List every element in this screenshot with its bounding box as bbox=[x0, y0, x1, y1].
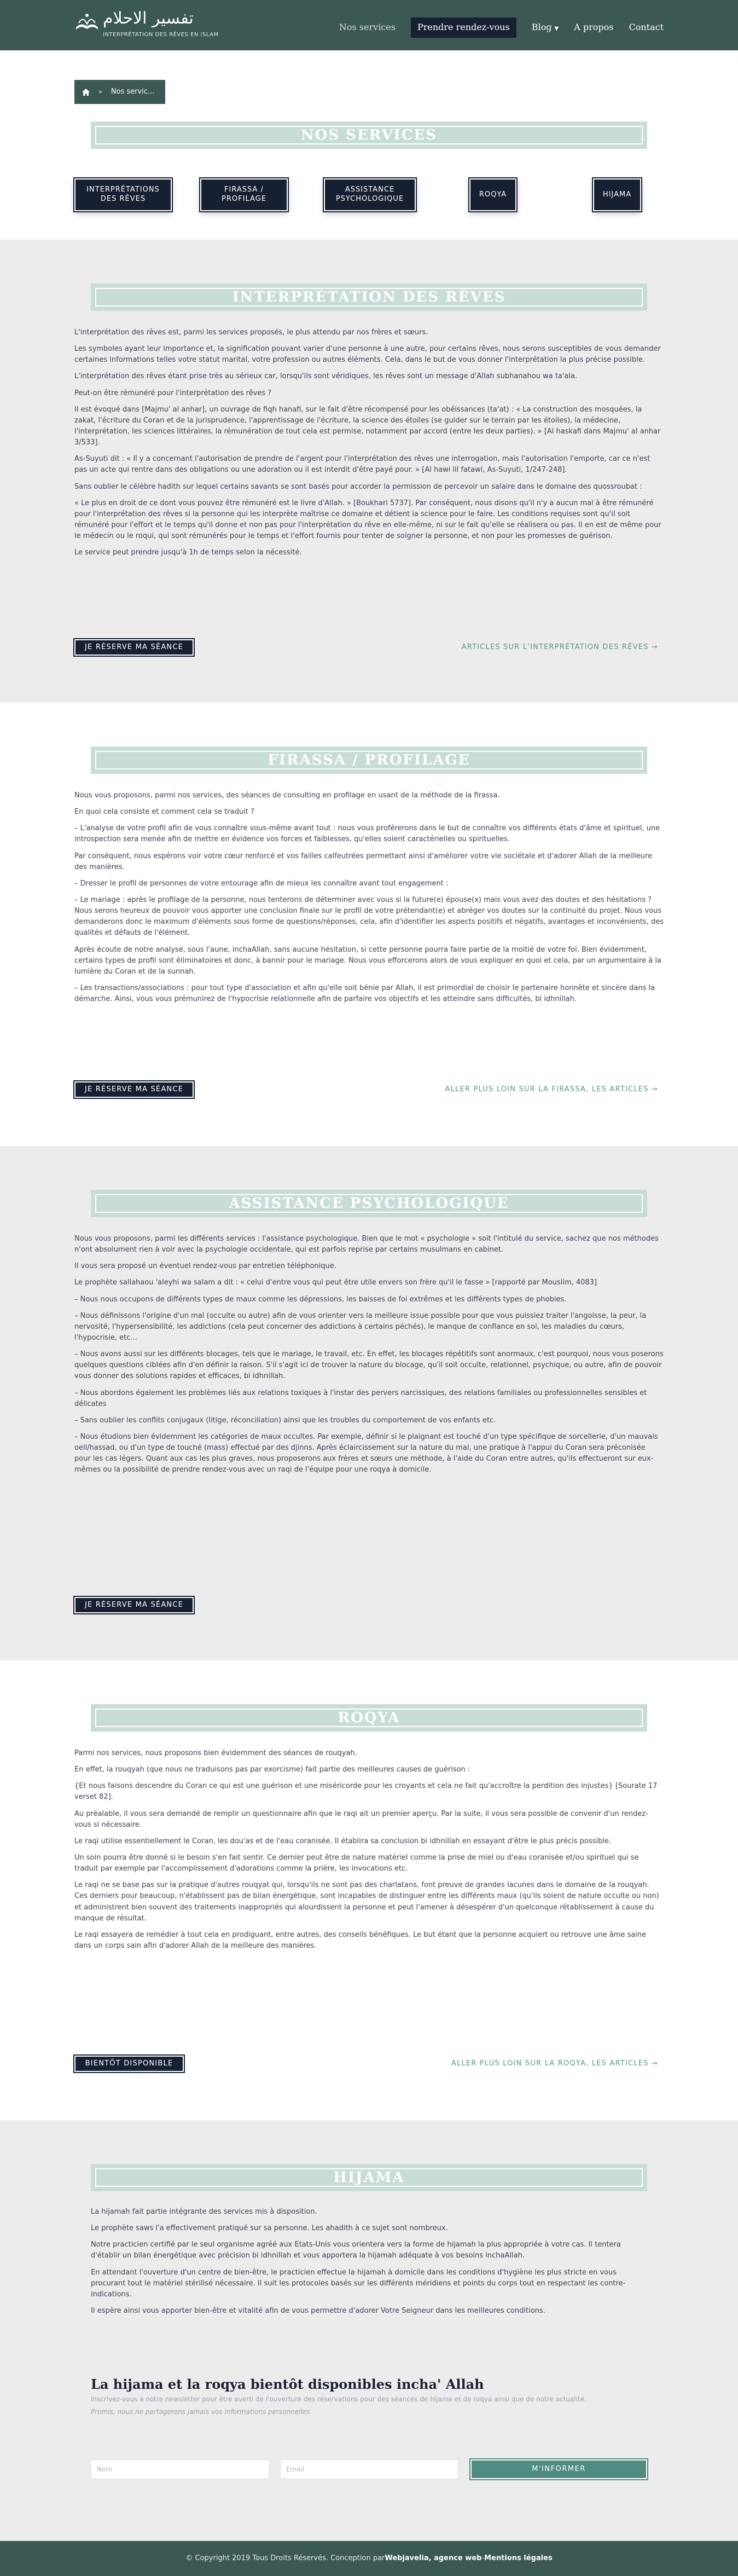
service-button-line: FIRASSA / bbox=[224, 186, 264, 194]
logo-tagline: INTERPRÉTATION DES RÊVES EN ISLAM bbox=[103, 32, 219, 38]
paragraph: – L'analyse de votre profil afin de vous connaître vous-même avant tout : nous vous proférerons dans le but de connaître vos différents états d'âme et spirituel, une introspection sera menée afin de mettre en évidence vos forces et faiblesses, qu'elles soient caractérielles ou spirituelles. bbox=[74, 824, 660, 844]
services-title-bar bbox=[91, 121, 647, 149]
newsletter-name-input[interactable]: Nom bbox=[91, 2459, 269, 2479]
paragraph: Peut-on être rémunéré pour l'interprétation des rêves ? bbox=[74, 389, 272, 397]
home-icon[interactable] bbox=[82, 89, 90, 96]
section-title-bar bbox=[91, 746, 647, 774]
paragraph: Notre practicien certifié par le seul organisme agréé aux Etats-Unis vous orientera vers la forme de hijamah la plus appropriée à votre cas. Il tentera d'établir un bilan énergétique avec précision bi idhnillah et vous apportera la hijamah adéquate à vos besoins inchaAllah. bbox=[91, 2241, 621, 2260]
service-button-line: DES RÊVES bbox=[100, 195, 146, 203]
service-button-assistance[interactable] bbox=[324, 178, 416, 211]
section-text bbox=[91, 2207, 647, 2322]
service-button-line: PROFILAGE bbox=[222, 195, 266, 203]
paragraph: « Le plus en droit de ce dont vous pouvez être rémunéré est le livre d'Allah. » [Boukhari 5737]. Par conséquent, nous disons qu'il n'y a aucun mal à être rémunéré pour l'interprétation des rêves si la personne qui les interprète maîtrise ce domaine et détient la science pour le faire. Les conditions requises sont qu'il soit rémunéré pour l'effort et le temps qu'il donne et non pas pour l'interprétation du rêve en elle-même, ni sur le fait qu'elle se réalisera ou pas. Il en est de même pour le médecin ou le roqui, qui sont rémunérés pour le temps et l'effort fournis pour tenter de soigner la personne, et non pour les promesses de guérison. bbox=[74, 499, 661, 541]
paragraph: Les symboles ayant leur importance et, la signification pouvant varier d'une personne à une autre, pour certains rêves, nous serons susceptibles de vous demander certaines informations telles votre statut marital, votre profession ou autres éléments. Cela, dans le but de vous donner l'interprétation la plus précise possible. bbox=[74, 345, 661, 364]
section-title-bar bbox=[91, 283, 647, 311]
footer-legal-link[interactable]: Mentions légales bbox=[484, 2554, 553, 2562]
paragraph: Nous vous proposons, parmi nos services, des séances de consulting en profilage en usant de la méthode de la firassa. bbox=[74, 791, 500, 800]
paragraph: L'interprétation des rêves étant prise très au sérieux car, lorsqu'ils sont véridiques, les rêves sont un message d'Allah subhanahou wa ta'ala. bbox=[74, 372, 578, 381]
page-title: NOS SERVICES bbox=[300, 126, 438, 143]
paragraph: Après écoute de notre analyse, sous l'aune, inchaAllah, sans aucune hésitation, si cette personne pourra faire partie de la moitié de votre foi. Bien évidemment, certains types de profil sont éliminatoires et donc, à bannir pour le mariage. Nous vous efforcerons alors de vous expliquer en quoi et cela, par un argumentaire à la lumière du Coran et de la sunnah. bbox=[74, 945, 661, 976]
breadcrumb-current: Nos servic... bbox=[111, 87, 155, 96]
nav-nos-services[interactable]: Nos services bbox=[339, 22, 396, 32]
nav-blog-label: Blog bbox=[531, 22, 552, 32]
service-button-roqya[interactable] bbox=[469, 178, 516, 211]
paragraph: Sans oublier le célèbre hadith sur lequel certains savants se sont basés pour accorder la permission de percevoir un salaire dans le domaine des quossroubat : bbox=[74, 482, 642, 491]
reserve-button[interactable]: JE RÉSERVE MA SÉANCE bbox=[74, 1597, 194, 1613]
paragraph: As-Suyuti dit : « Il y a concernant l'autorisation de prendre de l'argent pour l'interprétation des rêves une interrogation, mais l'autorisation l'emporte, car ce n'est pas un acte qui rentre dans des obligations ou une adoration ou il est interdit d'être payé pour. » [Al hawi lil fatawi, As-Suyuti, 1/247-248]. bbox=[74, 455, 650, 474]
paragraph: – Dresser le profil de personnes de votre entourage afin de mieux les connaître avant tout engagement : bbox=[74, 879, 449, 888]
paragraph: Le prophète saws l'a effectivement pratiqué sur sa personne. Les ahadith à ce sujet sont nombreux. bbox=[91, 2224, 448, 2233]
reserve-button[interactable]: JE RÉSERVE MA SÉANCE bbox=[74, 1081, 194, 1098]
paragraph: – Nous abordons également les problèmes liés aux relations toxiques à l'instar des pervers narcissiques, des relations familiales ou professionnelles sensibles et délicates bbox=[74, 1388, 647, 1408]
footer-copyright: © Copyright 2019 Tous Droits Réservés. Conception par bbox=[185, 2554, 385, 2562]
paragraph: Parmi nos services, nous proposons bien évidemment des séances de rouqyah. bbox=[74, 1749, 357, 1757]
paragraph: La hijamah fait partie intégrante des services mis à disposition. bbox=[91, 2208, 317, 2216]
section-title: ASSISTANCE PSYCHOLOGIQUE bbox=[229, 1195, 509, 1212]
paragraph: – Les transactions/associations : pour tout type d'association et afin qu'elle soit bénie par Allah, il est primordial de choisir le partenaire honnête et sincère dans la démarche. Ainsi, vous vous prémunirez de l'hypocrisie relationnelle afin de parfaire vos objectifs et les atteindre sans difficultés, bi idhnillah. bbox=[74, 983, 655, 1004]
newsletter-subtitle: Inscrivez-vous à notre newsletter pour être averti de l'ouverture des réservations pour des séances de hijama et de roqya ainsi que de notre actualité. bbox=[91, 2395, 586, 2403]
paragraph: Par conséquent, nous espérons voir votre cœur renforcé et vos failles calfeutrées permettant ainsi d'améliorer votre vie sociétale et d'adorer Allah de la meilleure des manières. bbox=[74, 852, 652, 871]
paragraph: – Nous nous occupons de différents types de maux comme les dépressions, les baisses de foi extrêmes et les différents types de phobies. bbox=[74, 1295, 567, 1304]
paragraph: Il est évoqué dans [Majmu' al anhar], un ouvrage de fiqh hanafi, sur le fait d'être récompensé pour les obéissances (ta'at) : « La construction des mosquées, la zakat, l'écriture du Coran et de la jurisprudence, l'apprentissage de l'écriture, la science des étoiles (se guider sur le terrain par les étoiles), la médecine, l'interprétation, les sciences littéraires, la rémunération de tout cela est permise, notamment par accord (entre les deux parties). » [Al haskafi dans Majmu' al anhar 3/533]. bbox=[74, 405, 661, 447]
service-button-line: ROQYA bbox=[479, 190, 507, 199]
articles-link[interactable]: ARTICLES SUR L'INTERPRÉTATION DES RÊVES → bbox=[461, 643, 658, 651]
newsletter-title: La hijama et la roqya bientôt disponibles incha' Allah bbox=[91, 2376, 484, 2392]
nav-prendre-rendez-vous[interactable]: Prendre rendez-vous bbox=[411, 18, 516, 38]
section-title-bar bbox=[91, 1704, 647, 1732]
logo-arabic-text: تفسير الاحلام bbox=[103, 9, 194, 28]
site-logo[interactable] bbox=[74, 7, 244, 43]
nav-blog[interactable] bbox=[532, 21, 559, 34]
paragraph: Un soin pourra être donné si le besoin s'en fait sentir. Ce dernier peut être de nature matériel comme la prise de miel ou d'eau coranisée et/ou spirituel qui se traduit par exemple par l'accomplissement d'adorations comme la prière, les invocations etc. bbox=[74, 1853, 639, 1873]
service-button-interpretation[interactable] bbox=[74, 178, 172, 211]
service-button-line: ASSISTANCE bbox=[345, 186, 395, 194]
paragraph: – Nous définissons l'origine d'un mal (occulte ou autre) afin de vous orienter vers la meilleure issue possible pour que vous puissiez traiter l'angoisse, la peur, la nervosité, l'hypersensibilité, les addictions (cela peut concerner des addictions à certains péchés), le manque de confiance en soi, les maladies du cœurs, l'hypocrisie, etc... bbox=[74, 1311, 647, 1342]
section-title-bar bbox=[91, 1190, 647, 1217]
section-title: ROQYA bbox=[338, 1709, 400, 1726]
paragraph: Au préalable, il vous sera demandé de remplir un questionnaire afin que le raqi ait un premier aperçu. Par la suite, il vous sera possible de convenir d'un rendez-vous si nécessaire. bbox=[74, 1809, 648, 1829]
section-roqya bbox=[0, 1660, 738, 2120]
paragraph: Nous vous proposons, parmi les différents services : l'assistance psychologique. Bien que le mot « psychologie » soit l'intitulé du service, sachez que nos méthodes n'ont absolument rien à voir avec la psychologie occidentale, qui est parfois reprise par certains musulmans en cabinet. bbox=[74, 1235, 659, 1254]
nav-a-propos[interactable]: A propos bbox=[574, 22, 614, 32]
paragraph: Le raqi utilise essentiellement le Coran, les dou'as et de l'eau coranisée. Il établira sa conclusion bi idhnillah en essayant d'être le plus précis possible. bbox=[74, 1837, 611, 1845]
paragraph: – Nous étudions bien évidemment les catégories de maux occultes. Par exemple, définir si le plaignant est touché d'un type spécifique de sorcellerie, d'un mauvais oeil/hassad, ou d'un type de touché (mass) effectué par des djinns. Après éclaircissement sur la nature du mal, une pratique à l'appui du Coran sera préconisée pour les cas légers. Quant aux cas les plus graves, nous proposerons aux frères et sœurs une méthode, à l'aide du Coran entre autres, qu'ils effectueront sur eux-mêmes ou la possibilité de prendre rendez-vous avec un raqi de l'équipe pour une roqya à domicile. bbox=[74, 1432, 658, 1474]
section-text bbox=[74, 1234, 664, 1481]
paragraph: – Nous avons aussi sur les différents blocages, tels que le mariage, le travail, etc. En effet, les blocages répétitifs sont anormaux, c'est pourquoi, nous vous poserons quelques questions ciblées afin d'en définir la raison. S'il s'agit ici de trouver la nature du blocage, qu'il soit occulte, relationnel, psychique, ou autre, afin de pouvoir vous donner des solutions rapides et efficaces, bi idhnillah. bbox=[74, 1350, 664, 1381]
paragraph: L'interprétation des rêves est, parmi les services proposés, le plus attendu par nos frères et sœurs. bbox=[74, 328, 428, 337]
open-book-icon bbox=[74, 11, 100, 33]
section-text bbox=[74, 790, 664, 1010]
section-title-bar bbox=[91, 2164, 647, 2191]
paragraph: Il vous sera proposé un éventuel rendez-vous par entretien téléphonique. bbox=[74, 1262, 336, 1271]
nav-contact[interactable]: Contact bbox=[629, 22, 664, 32]
service-button-line: HIJAMA bbox=[602, 190, 632, 199]
site-header bbox=[0, 0, 738, 50]
service-button-line: PSYCHOLOGIQUE bbox=[335, 195, 404, 203]
section-assistance bbox=[0, 1146, 738, 1660]
service-button-hijama[interactable] bbox=[593, 178, 641, 211]
articles-link[interactable]: ALLER PLUS LOIN SUR LA FIRASSA, LES ARTICLES → bbox=[445, 1085, 658, 1093]
footer-agency-link[interactable]: Webjavelia, agence web bbox=[385, 2554, 482, 2562]
articles-link[interactable]: ALLER PLUS LOIN SUR LA ROQYA, LES ARTICLES → bbox=[451, 2059, 658, 2068]
chevron-down-icon: ▼ bbox=[554, 26, 559, 32]
site-footer bbox=[0, 2541, 738, 2576]
service-button-line: INTERPRÉTATIONS bbox=[86, 186, 160, 194]
main-nav bbox=[339, 18, 664, 38]
paragraph: Il espère ainsi vous apporter bien-être et vitalité afin de vous permettre d'adorer Votre Seigneur dans les meilleures conditions. bbox=[91, 2306, 545, 2315]
paragraph: – Sans oublier les conflits conjugaux (litige, réconciliation) ainsi que les troubles du comportement de vos enfants etc. bbox=[74, 1416, 496, 1425]
section-firassa bbox=[0, 703, 738, 1146]
paragraph: Le raqi ne se base pas sur la pratique d'autres rouqyat qui, lorsqu'ils ne sont pas des charlatans, font preuve de grandes lacunes dans le domaine de la rouqyah. Ces derniers pour beaucoup, n'établissent pas de bilan énergétique, sont incapables de distinguer entre les différents maux (qu'ils soient de nature occulte ou non) et administrent bien souvent des traitements inappropriés qui alourdissent la personne et peut l'amener à désespérer d'un quelconque rétablissement à cause du manque de résultat. bbox=[74, 1881, 659, 1923]
breadcrumb bbox=[74, 80, 165, 104]
section-text bbox=[74, 1748, 664, 1957]
footer-separator: - bbox=[481, 2554, 485, 2562]
paragraph: Le service peut prendre jusqu'à 1h de temps selon la nécessité. bbox=[74, 548, 302, 557]
newsletter-privacy-note: Promis, nous ne partagerons jamais vos informations personnelles bbox=[91, 2408, 310, 2416]
section-text bbox=[74, 327, 664, 564]
reserve-button[interactable]: JE RÉSERVE MA SÉANCE bbox=[74, 639, 194, 656]
section-interpretation bbox=[0, 240, 738, 703]
paragraph: En effet, la rouqyah (que nous ne traduisons pas par exorcisme) fait partie des meilleures causes de guérison : bbox=[74, 1765, 470, 1774]
paragraph: En attendant l'ouverture d'un centre de bien-être, le practicien effectue la hijamah à domicile dans les conditions d'hygiène les plus stricte en vous procurant tout le matériel stérilisé nécessaire. Il suit les protocoles basés sur les différents méridiens et points du corps tout en respectant les contre-indications. bbox=[91, 2268, 626, 2299]
section-title: HIJAMA bbox=[333, 2169, 405, 2186]
coming-soon-button[interactable]: BIENTÔT DISPONIBLE bbox=[74, 2056, 184, 2072]
paragraph: Le prophète sallahaou 'aleyhi wa salam a dit : « celui d'entre vous qui peut être utile envers son frère qu'il le fasse » [rapporté par Mouslim, 4083] bbox=[74, 1278, 597, 1287]
section-title: FIRASSA / PROFILAGE bbox=[268, 751, 470, 768]
section-title: INTERPRÉTATION DES RÊVES bbox=[232, 288, 506, 305]
newsletter-email-input[interactable]: Email bbox=[280, 2459, 458, 2479]
paragraph: {Et nous faisons descendre du Coran ce qui est une guérison et une miséricorde pour les croyants et cela ne fait qu'accroître la perdition des injustes} [Sourate 17 verset 82]. bbox=[74, 1782, 658, 1802]
paragraph: – Le mariage : après le profilage de la personne, nous tenterons de déterminer avec vous si la future(e) épouse(x) mais vous avez des doutes et des hésitations ? Nous serons heureux de pouvoir vous apporter une conclusion finale sur le profil de votre prétendant(e) et abréger vos doutes sur la continuité du projet. Nous vous demanderons donc le maximum d'éléments sous forme de questions/réponses, cela, afin d'identifier les aspects positifs et négatifs, avantages et inconvénients, des qualités et défauts de l'élément. bbox=[74, 895, 664, 937]
paragraph: En quoi cela consiste et comment cela se traduit ? bbox=[74, 808, 254, 817]
paragraph: Le raqi essayera de remédier à tout cela en prodiguant, entre autres, des conseils bénéfiques. Le but étant que la personne acquiert ou retrouve une âme saine dans un corps sain afin d'adorer Allah de la meilleure des manières. bbox=[74, 1930, 647, 1950]
service-button-firassa[interactable] bbox=[200, 178, 288, 211]
newsletter-submit-button[interactable]: M'INFORMER bbox=[470, 2459, 647, 2479]
breadcrumb-separator: » bbox=[98, 88, 102, 96]
